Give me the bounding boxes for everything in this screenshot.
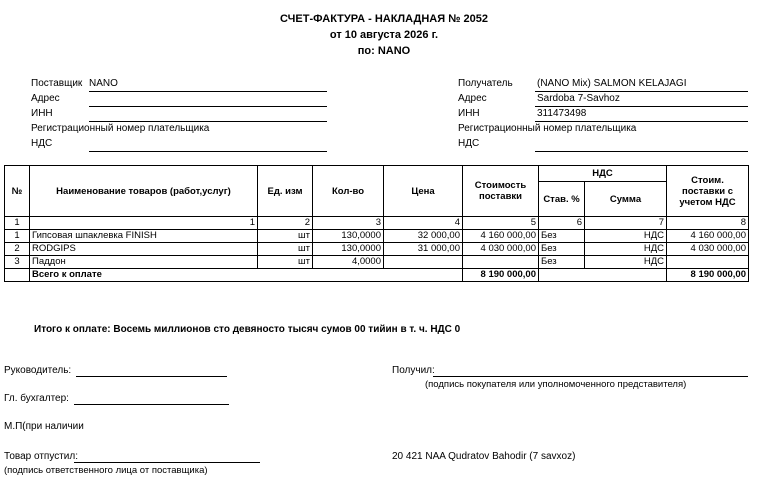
table-row [5, 243, 749, 256]
row-name: RODGIPS [30, 243, 258, 256]
header-sum: Сумма [585, 182, 667, 217]
row-total: 4 030 000,00 [667, 243, 749, 256]
row-cost: 4 160 000,00 [463, 230, 539, 243]
row-price [384, 256, 463, 269]
recipient-nds-underline [535, 151, 748, 152]
recipient-underline [535, 91, 748, 92]
supplier-address-label: Адрес [31, 93, 60, 104]
recipient-value: (NANO Mix) SALMON KELAJAGI [537, 78, 687, 89]
colnum-cell: 5 [463, 217, 539, 230]
row-price: 32 000,00 [384, 230, 463, 243]
released-signature-line [74, 462, 260, 463]
recipient-address-label: Адрес [458, 93, 487, 104]
total-nds-empty [539, 269, 667, 282]
recipient-nds-label: НДС [458, 138, 480, 149]
colnum-cell: 2 [258, 217, 313, 230]
items-table [4, 165, 749, 282]
colnum-cell: 1 [30, 217, 258, 230]
received-signature-line [433, 376, 748, 377]
row-sum: НДС [585, 230, 667, 243]
stamp-label: М.П(при наличии [4, 421, 84, 432]
supplier-inn-underline [89, 121, 327, 122]
row-qty: 130,0000 [313, 243, 384, 256]
row-num: 3 [5, 256, 30, 269]
supplier-underline [89, 91, 327, 92]
total-row [5, 269, 749, 282]
accountant-signature-line [74, 404, 229, 405]
supplier-value: NANO [89, 78, 118, 89]
row-total [667, 256, 749, 269]
received-note: (подпись покупателя или уполномоченного представителя) [425, 379, 687, 390]
director-signature-line [76, 376, 227, 377]
header-unit: Ед. изм [258, 166, 313, 217]
colnum-cell: 7 [585, 217, 667, 230]
released-note: (подпись ответственного лица от поставщика) [4, 465, 208, 476]
supplier-address-underline [89, 106, 327, 107]
total-with-nds: 8 190 000,00 [667, 269, 749, 282]
header-price: Цена [384, 166, 463, 217]
row-num: 1 [5, 230, 30, 243]
supplier-inn-label: ИНН [31, 108, 53, 119]
accountant-label: Гл. бухгалтер: [4, 393, 69, 404]
supplier-nds-underline [89, 151, 327, 152]
supplier-reg-label: Регистрационный номер плательщика [31, 123, 210, 134]
row-unit: шт [258, 256, 313, 269]
header-cost: Стоимость поставки [463, 166, 539, 217]
row-sum: НДС [585, 256, 667, 269]
released-label: Товар отпустил: [4, 451, 78, 462]
director-label: Руководитель: [4, 365, 72, 376]
header-qty: Кол-во [313, 166, 384, 217]
document-basis: по: NANO [357, 45, 411, 57]
document-date: от 10 августа 2026 г. [329, 29, 439, 41]
row-qty: 4,0000 [313, 256, 384, 269]
total-empty-cell [5, 269, 30, 282]
row-price: 31 000,00 [384, 243, 463, 256]
row-num: 2 [5, 243, 30, 256]
recipient-inn-label: ИНН [458, 108, 480, 119]
recipient-label: Получатель [458, 78, 513, 89]
supplier-nds-label: НДС [31, 138, 53, 149]
recipient-address-underline [535, 106, 748, 107]
recipient-reg-label: Регистрационный номер плательщика [458, 123, 637, 134]
row-qty: 130,0000 [313, 230, 384, 243]
supplier-label: Поставщик [31, 78, 83, 89]
row-name: Гипсовая шпаклевка FINISH [30, 230, 258, 243]
recipient-inn-value: 311473498 [537, 108, 587, 119]
total-cost: 8 190 000,00 [463, 269, 539, 282]
table-row [5, 256, 749, 269]
receiver-name: 20 421 NAA Qudratov Bahodir (7 savxoz) [392, 451, 576, 462]
row-cost: 4 030 000,00 [463, 243, 539, 256]
colnum-cell: 4 [384, 217, 463, 230]
row-unit: шт [258, 230, 313, 243]
row-rate: Без [539, 256, 585, 269]
row-rate: Без [539, 243, 585, 256]
row-name: Паддон [30, 256, 258, 269]
recipient-inn-underline [535, 121, 748, 122]
header-rate: Став. % [539, 182, 585, 217]
header-name: Наименование товаров (работ,услуг) [30, 166, 258, 217]
document-title: СЧЕТ-ФАКТУРА - НАКЛАДНАЯ № 2052 [280, 13, 488, 25]
row-total: 4 160 000,00 [667, 230, 749, 243]
summary-text: Итого к оплате: Восемь миллионов сто девяносто тысяч сумов 00 тийин в т. ч. НДС 0 [34, 324, 461, 335]
table-row [5, 230, 749, 243]
row-rate: Без [539, 230, 585, 243]
header-total: Стоим. поставки с учетом НДС [667, 166, 749, 217]
row-unit: шт [258, 243, 313, 256]
header-num: № [5, 166, 30, 217]
recipient-address-value: Sardoba 7-Savhoz [537, 93, 620, 104]
colnum-cell: 1 [5, 217, 30, 230]
colnum-cell: 8 [667, 217, 749, 230]
total-label: Всего к оплате [30, 269, 463, 282]
row-cost [463, 256, 539, 269]
colnum-cell: 6 [539, 217, 585, 230]
received-label: Получил: [392, 365, 435, 376]
row-sum: НДС [585, 243, 667, 256]
colnum-cell: 3 [313, 217, 384, 230]
header-nds: НДС [539, 166, 667, 182]
